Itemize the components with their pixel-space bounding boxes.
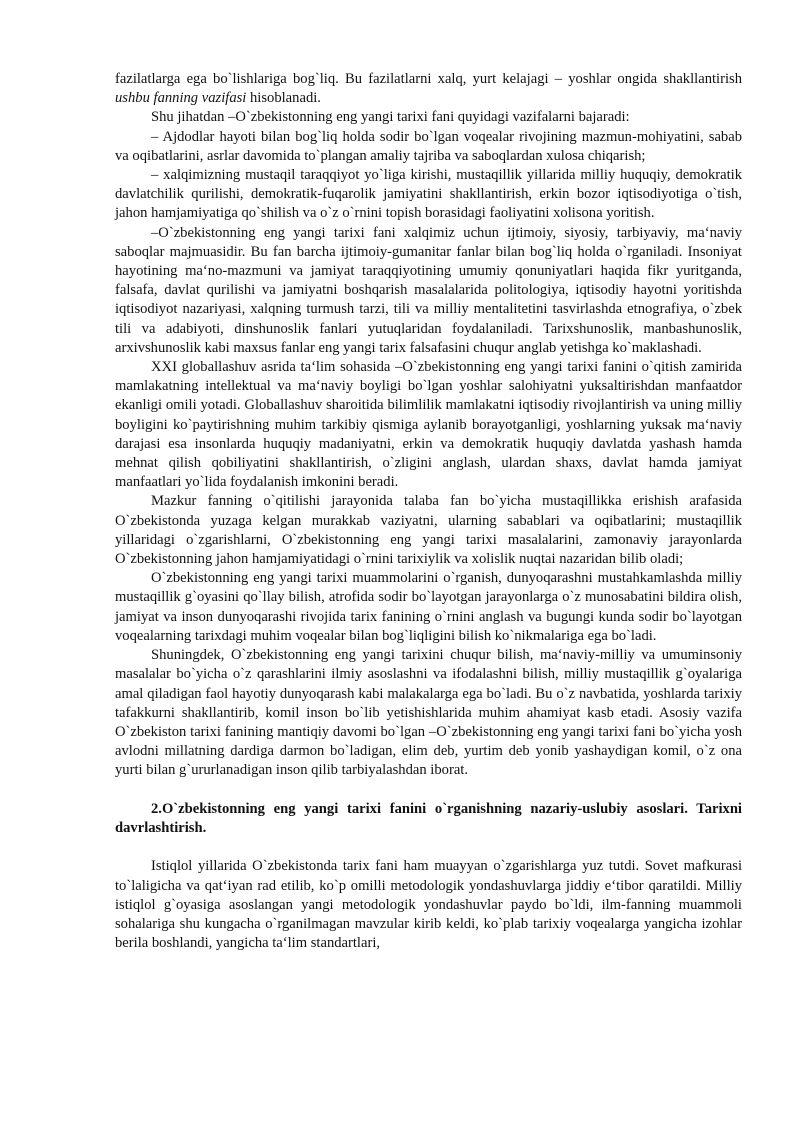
- spacer: [115, 781, 742, 800]
- paragraph-globalization: XXI globallashuv asrida ta‘lim sohasida –O`zbekistonning eng yangi tarixi fanini o`qitish zamirida mamlakatning intellektual va ma‘naviy boyligi bo`lgan yoshlar salohiyatni yuksaltirishdan manfaatdor ekanligi omili yotadi. Globallashuv sharoitida bilimlilik mamlakatni iqtisodiy rivojlantirish va uning milliy boyligini ko`paytirishning muhim tarkibiy qismiga aylanib borayotganligi, yoshlarning yuksak ma‘naviy darajasi esa insonlarda huquqiy madaniyatni, erkin va demokratik huquqiy davlatda yashash hamda mehnat qilish qobiliyatini shakllantirish, o`zligini anglash, ulardan shaxs, davlat hamda jamiyat manfaatlari yo`lida foydalanish imkonini beradi.: [115, 359, 742, 491]
- paragraph-independence-years: Istiqlol yillarida O`zbekistonda tarix fani ham muayyan o`zgarishlarga yuz tutdi. Sovet mafkurasi to`laligicha va qat‘iyan rad etilib, ko`p omilli metodologik yondashuvlarga jiddiy e‘tibor qaratildi. Milliy istiqlol g`oyasiga asoslangan yangi metodologik yondashuvlar paydo bo`ldi, ilm-fanning muammoli sohalariga shu kungacha o`rganilmagan mavzular kirib keldi, ko`plab tarixiy voqealarga yangicha izohlar berila boshlandi, yangicha ta‘lim standartlari,: [115, 858, 742, 952]
- paragraph-task-2: – xalqimizning mustaqil taraqqiyot yo`liga kirishi, mustaqillik yillarida milliy huquqiy, demokratik davlatchilik qurilishi, demokratik-fuqarolik jamiyatini shakllantirish, erkin bozor iqtisodiyotiga o`tish, jahon hamjamiyatiga qo`shilish va o`z o`rnini topish borasidagi faoliyatini xolisona yoritish.: [115, 167, 742, 222]
- paragraph-text: hisoblanadi.: [246, 90, 321, 107]
- paragraph-learning-outcomes: Mazkur fanning o`qitilishi jarayonida talaba fan bo`yicha mustaqillikka erishish arafasida O`zbekistonda yuzaga kelgan murakkab vaziyatni, ularning sabablari va oqibatlarini; mustaqillik yillaridagi o`zgarishlarni, O`zbekistonning eng yangi tarixi masalalarini, zamonaviy jarayonlarda O`zbekistonning jahon hamjamiyatidagi o`rnini tarixiylik va xolislik nuqtai nazaridan bilib oladi;: [115, 493, 742, 568]
- document-page: [115, 70, 742, 953]
- italic-phrase: ushbu fanning vazifasi: [115, 90, 247, 107]
- paragraph-interdisciplinary: –O`zbekistonning eng yangi tarixi fani xalqimiz uchun ijtimoiy, siyosiy, tarbiyaviy, ma‘naviy saboqlar majmuasidir. Bu fan barcha ijtimoiy-gumanitar fanlar bilan bog`liq holda o`rganiladi. Insoniyat hayotining ma‘no-mazmuni va jamiyat taraqqiyotining umumiy qonuniyatlari haqida fikr yuritganda, falsafa, davlat qurilishi va jamiyatni boshqarish masalalarida politologiya, iqtisodiy hayotni yoritishda iqtisodiyot nazariyasi, xalqning turmush tarzi, tili va milliy mentalitetini tasvirlashda etnografiya, o`zbek tili va adabiyoti, dinshunoslik fanlari yutuqlaridan foydalaniladi. Tarixshunoslik, manbashunoslik, arxivshunoslik kabi maxsus fanlar eng yangi tarix falsafasini chuqur anglab yetishga ko`maklashadi.: [115, 224, 742, 356]
- paragraph-main-goal: Shuningdek, O`zbekistonning eng yangi tarixini chuqur bilish, ma‘naviy-milliy va umuminsoniy masalalar bo`yicha o`z qarashlarini ilmiy asoslashni va ifodalashni bilish, milliy mustaqillik g`oyalariga amal qiladigan faol hayotiy dunyoqarash kabi malakalarga ega bo`ladi. Bu o`z navbatida, yoshlarda tarixiy tafakkurni shakllantirib, komil inson bo`lib yetishishlarida muhim ahamiyat kasb etadi. Asosiy vazifa O`zbekiston tarixi fanining mantiqiy davomi bo`lgan –O`zbekistonning eng yangi tarixi fani bo`yicha yosh avlodni millatning dardiga darmon bo`ladigan, elim deb, yurtim deb yonib yashaydigan komil, o`z ona yurti bilan g`ururlanadigan inson qilib tarbiyalashdan iborat.: [115, 647, 742, 779]
- paragraph-skills: O`zbekistonning eng yangi tarixi muammolarini o`rganish, dunyoqarashni mustahkamlashda milliy mustaqillik g`oyasini qo`llay bilish, atrofida sodir bo`layotgan jarayonlarga o`z munosabatini bildira olish, jamiyat va inson dunyoqarashi rivojida tarix fanining o`rnini anglash va bugungi kunda sodir bo`layotgan voqealarning tarixdagi muhim voqealar bilan bog`liqligini bilish ko`nikmalariga ega bo`ladi.: [115, 570, 742, 644]
- paragraph-text: fazilatlarga ega bo`lishlariga bog`liq. Bu fazilatlarni xalq, yurt kelajagi – yoshlar ongida shakllantirish: [115, 71, 742, 87]
- spacer: [115, 838, 742, 857]
- paragraph-task-1: – Ajdodlar hayoti bilan bog`liq holda sodir bo`lgan voqealar rivojining mazmun-mohiyatini, sabab va oqibatlarini, asrlar davomida to`plangan amaliy tajriba va saboqlardan xulosa chiqarish;: [115, 128, 742, 164]
- section-heading: 2.O`zbekistonning eng yangi tarixi fanini o`rganishning nazariy-uslubiy asoslari. Tarixni davrlashtirish.: [115, 800, 742, 836]
- paragraph-intro-tasks: Shu jihatdan –O`zbekistonning eng yangi tarixi fani quyidagi vazifalarni bajaradi:: [151, 109, 630, 126]
- paragraph-continuation: [115, 70, 742, 108]
